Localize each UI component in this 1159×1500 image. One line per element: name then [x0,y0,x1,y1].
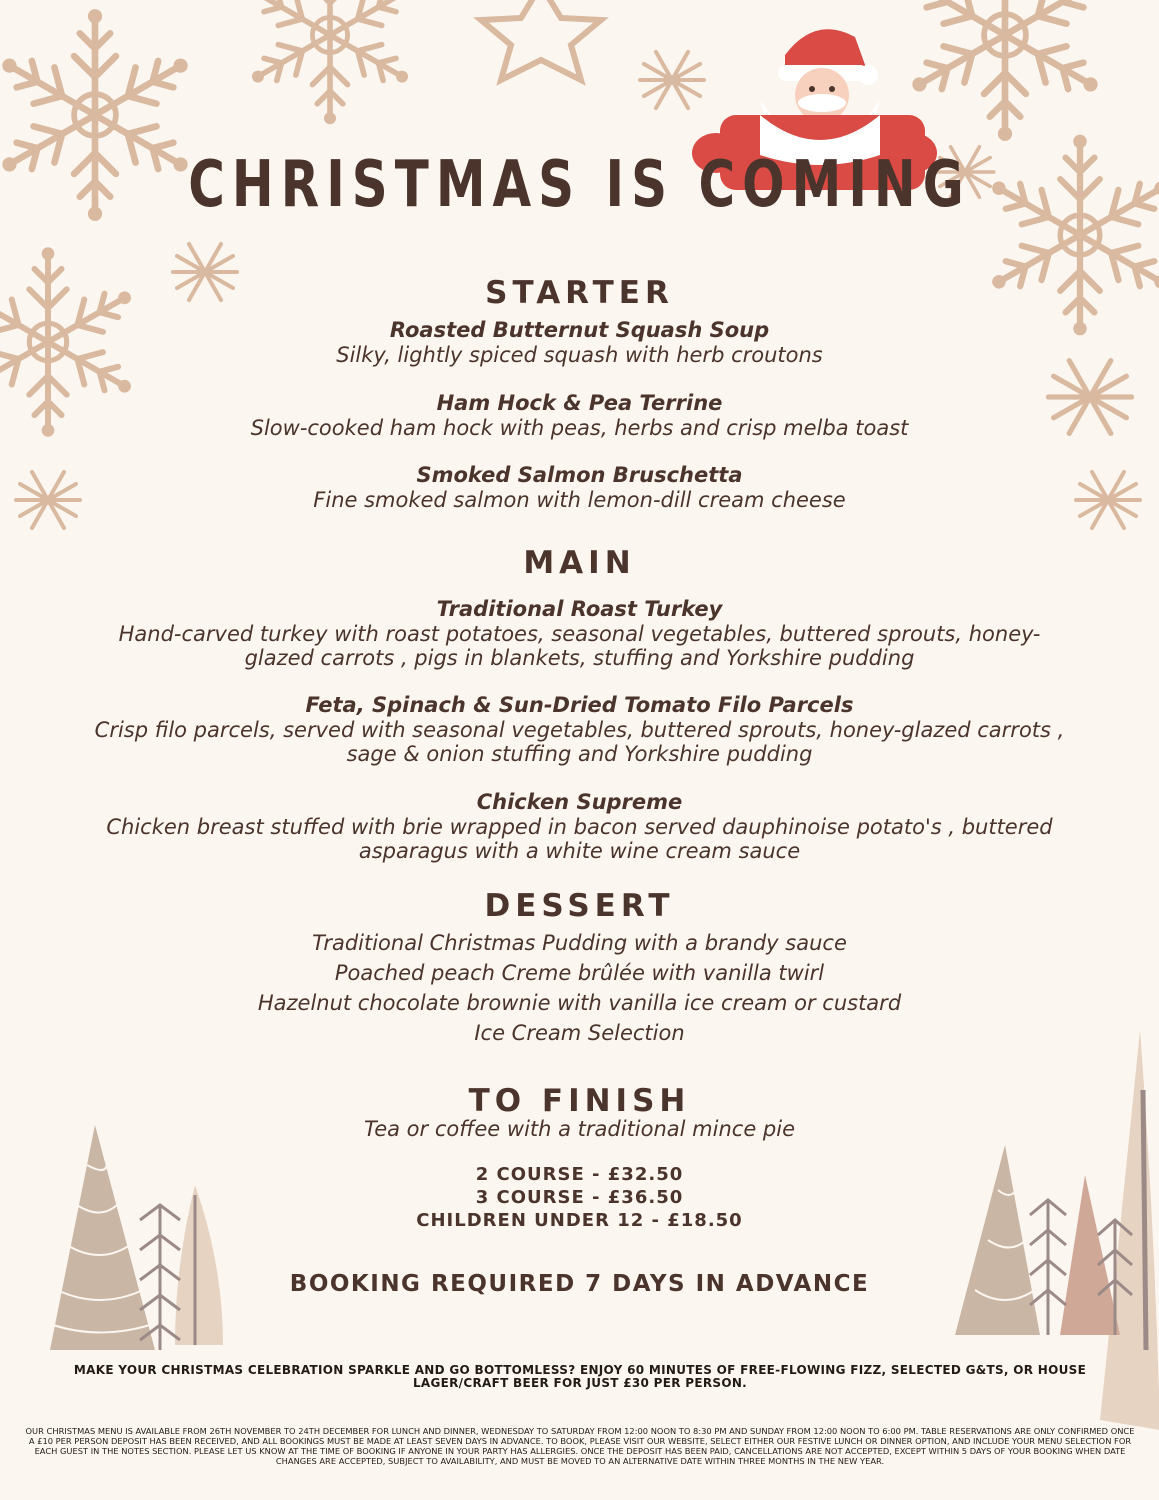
dessert-item: Traditional Christmas Pudding with a brandy sauce [312,931,847,955]
main-item [0,790,1159,863]
booking-notice: BOOKING REQUIRED 7 DAYS IN ADVANCE [289,1271,870,1297]
dish-description: Crisp filo parcels, served with seasonal vegetables, buttered sprouts, honey-glazed carrots , sage & onion stuffing and Yorkshire pudding [94,718,1065,766]
terms-text: OUR CHRISTMAS MENU IS AVAILABLE FROM 26TH NOVEMBER TO 24TH DECEMBER FOR LUNCH AND DINNER, WEDNESDAY TO SATURDAY FROM 12:00 NOON TO 8:30 PM AND SUNDAY FROM 12:00 NOON TO 6:00 PM. TABLE RESERVATIONS ARE ONLY CONFIRMED ONCE A £10 PER PERSON DEPOSIT HAS BEEN RECEIVED, AND ALL BOOKINGS MUST BE MADE AT LEAST SEVEN DAYS IN ADVANCE. TO BOOK, PLEASE VISIT OUR WEBSITE, SELECT EITHER OUR FESTIVE LUNCH OR DINNER OPTION, AND INCLUDE YOUR MENU SELECTION FOR EACH GUEST IN THE NOTES SECTION. PLEASE LET US KNOW AT THE TIME OF BOOKING IF ANYONE IN YOUR PARTY HAS ALLERGIES. ONCE THE DEPOSIT HAS BEEN PAID, CANCELLATIONS ARE NOT ACCEPTED, EXCEPT WITHIN 5 DAYS OF YOUR BOOKING WHEN DATE CHANGES ARE ACCEPTED, SUBJECT TO AVAILABILITY, AND MUST BE MOVED TO AN ALTERNATIVE DATE WITHIN THREE MONTHS IN THE NEW YEAR. [25,1426,1135,1466]
promo-text: MAKE YOUR CHRISTMAS CELEBRATION SPARKLE AND GO BOTTOMLESS? ENJOY 60 MINUTES OF FREE-FLOWING FIZZ, SELECTED G&TS, OR HOUSE LAGER/CRAFT BEER FOR JUST £30 PER PERSON. [73,1363,1087,1390]
main-item [0,693,1159,766]
dish-description: Fine smoked salmon with lemon-dill cream cheese [313,488,846,512]
snowflake-icon [246,0,413,121]
finish-description: Tea or coffee with a traditional mince pie [363,1117,796,1141]
dessert-item: Hazelnut chocolate brownie with vanilla ice cream or custard [257,991,902,1015]
dish-name: Traditional Roast Turkey [436,597,723,621]
starter-item [0,318,1159,367]
dish-name: Roasted Butternut Squash Soup [389,318,770,342]
starter-item [0,391,1159,440]
main-heading: MAIN [523,545,636,581]
dish-name: Feta, Spinach & Sun-Dried Tomato Filo Parcels [305,693,854,717]
page-title: CHRISTMAS IS COMING [188,148,971,222]
dish-name: Ham Hock & Pea Terrine [436,391,723,415]
main-item [0,597,1159,670]
dish-description: Slow-cooked ham hock with peas, herbs and crisp melba toast [250,416,909,440]
dish-description: Silky, lightly spiced squash with herb croutons [336,343,823,367]
dessert-item: Ice Cream Selection [474,1021,685,1045]
star-icon [481,0,601,80]
finish-heading: TO FINISH [468,1083,691,1119]
price-line: 2 COURSE - £32.50 [475,1164,684,1185]
dish-description: Hand-carved turkey with roast potatoes, seasonal vegetables, buttered sprouts, honey-glazed carrots , pigs in blankets, stuffing and Yorkshire pudding [118,622,1041,670]
dish-name: Smoked Salmon Bruschetta [416,463,743,487]
price-line: CHILDREN UNDER 12 - £18.50 [416,1210,743,1231]
tree-decoration-left [45,1125,235,1355]
starter-heading: STARTER [485,275,674,311]
dessert-heading: DESSERT [484,888,675,924]
starter-item [0,463,1159,512]
dish-name: Chicken Supreme [476,790,683,814]
dessert-item: Poached peach Creme brûlée with vanilla twirl [334,961,825,985]
price-line: 3 COURSE - £36.50 [475,1187,684,1208]
dish-description: Chicken breast stuffed with brie wrapped in bacon served dauphinoise potato's , buttered asparagus with a white wine cream sauce [106,815,1053,863]
